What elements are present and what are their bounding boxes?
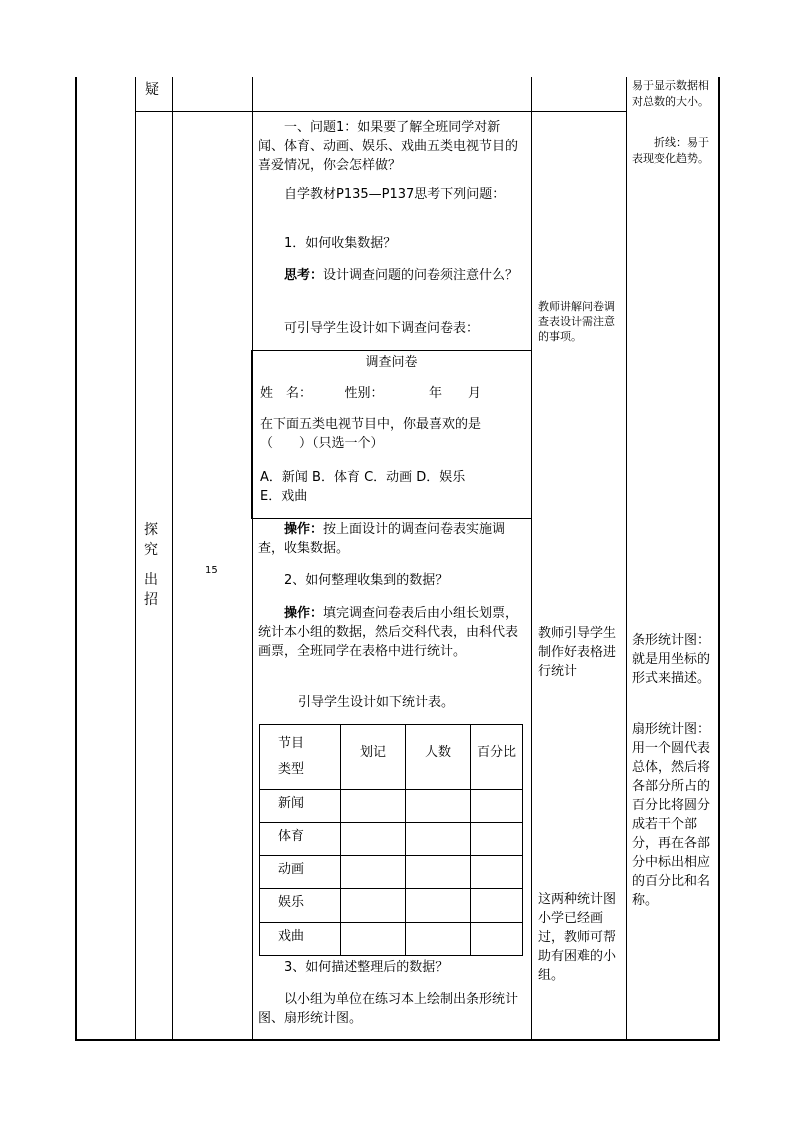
table-row xyxy=(260,822,523,855)
stage-char: 究 xyxy=(144,542,158,558)
table-cell xyxy=(341,856,406,889)
corner-bottom-label: 类型 xyxy=(278,762,305,777)
final-instruction: 以小组为单位在练习本上绘制出条形统计图、扇形统计图。 xyxy=(258,992,519,1026)
table-row xyxy=(260,856,523,889)
table-left-border xyxy=(75,77,77,1040)
sub-question-1: 1．如何收集数据？ xyxy=(284,236,397,251)
table-cell xyxy=(471,822,523,855)
questionnaire-options-1: A．新闻 B．体育 C．动画 D．娱乐 xyxy=(260,470,466,485)
guide-table: 引导学生设计如下统计表。 xyxy=(298,695,455,710)
remark-top-2: 折线：易于表现变化趋势。 xyxy=(632,136,709,165)
operation-text: 填完调查问卷表后由小组长划票，统计本小组的数据，然后交科代表，由科代表画票，全班同学在表格中进行统计。 xyxy=(258,606,519,659)
table-cell xyxy=(471,789,523,822)
think-text: 设计调查问题的问卷须注意什么？ xyxy=(323,268,519,283)
table-cell xyxy=(406,856,471,889)
operation-label: 操作： xyxy=(284,606,324,621)
operation-1 xyxy=(258,520,526,558)
row-label: 动画 xyxy=(260,856,341,889)
teacher-note-3: 这两种统计图小学已经画过，教师可帮助有困难的小组。 xyxy=(538,892,617,983)
remark-pie-chart: 扇形统计图：用一个圆代表总体，然后将各部分所占的百分比将圆分成若干个部分，再在各部分中标出相应的百分比和名称。 xyxy=(632,722,711,908)
column-divider-1 xyxy=(135,77,136,1040)
think-label: 思考： xyxy=(284,268,324,283)
sub-question-3: 3、如何描述整理后的数据？ xyxy=(284,960,449,975)
table-cell xyxy=(406,822,471,855)
column-divider-2 xyxy=(172,77,173,1040)
stage-char: 探 xyxy=(144,522,158,538)
stage-main-label xyxy=(144,520,164,610)
table-cell xyxy=(341,822,406,855)
teacher-note-1: 教师讲解问卷调查表设计需注意的事项。 xyxy=(538,300,615,343)
column-divider-4 xyxy=(531,77,532,1040)
self-study-instruction: 自学教材P135—P137思考下列问题： xyxy=(284,187,506,202)
stage-char: 招 xyxy=(144,592,158,608)
statistics-table xyxy=(259,724,523,956)
table-header: 人数 xyxy=(406,725,471,790)
table-row xyxy=(260,789,523,822)
table-header: 百分比 xyxy=(471,725,523,790)
table-cell xyxy=(406,922,471,955)
time-minutes: 15 xyxy=(205,565,218,576)
row-label: 戏曲 xyxy=(260,922,341,955)
operation-text: 按上面设计的调查问卷表实施调查，收集数据。 xyxy=(258,522,506,556)
column-divider-5 xyxy=(626,77,627,1040)
table-row xyxy=(260,922,523,955)
row-label: 体育 xyxy=(260,822,341,855)
table-cell xyxy=(471,889,523,922)
column-divider-3 xyxy=(252,77,253,1040)
table-row xyxy=(260,889,523,922)
sub-question-2: 2、如何整理收集到的数据？ xyxy=(284,573,449,588)
questionnaire-options-2: E．戏曲 xyxy=(260,489,308,504)
table-cell xyxy=(406,789,471,822)
row-divider xyxy=(135,111,626,112)
questionnaire-question: 在下面五类电视节目中，你最喜欢的是（ ）（只选一个） xyxy=(260,417,482,451)
row-label: 新闻 xyxy=(260,789,341,822)
remark-bar-chart: 条形统计图：就是用坐标的形式来描述。 xyxy=(632,633,711,686)
table-cell xyxy=(406,889,471,922)
table-cell xyxy=(471,856,523,889)
operation-label: 操作： xyxy=(284,522,324,537)
stage-char: 出 xyxy=(144,572,158,588)
think-paragraph xyxy=(258,266,526,285)
row-label: 娱乐 xyxy=(260,889,341,922)
remark-top-1: 易于显示数据相对总数的大小。 xyxy=(632,79,709,108)
stage-top-label: 疑 xyxy=(145,82,159,98)
table-cell xyxy=(341,889,406,922)
table-right-border xyxy=(718,77,720,1040)
corner-top-label: 节目 xyxy=(278,736,305,751)
table-corner-cell xyxy=(260,725,341,790)
teacher-note-2: 教师引导学生制作好表格进行统计 xyxy=(538,626,617,679)
questionnaire-title: 调查问卷 xyxy=(365,355,418,370)
guide-questionnaire: 可引导学生设计如下调查问卷表： xyxy=(284,321,480,336)
table-header: 划记 xyxy=(341,725,406,790)
table-cell xyxy=(471,922,523,955)
table-cell xyxy=(341,922,406,955)
questionnaire-box xyxy=(251,350,532,519)
questionnaire-fields: 姓 名： 性别： 年 月 xyxy=(260,386,482,401)
question-1: 一、问题1：如果要了解全班同学对新闻、体育、动画、娱乐、戏曲五类电视节目的喜爱情况，你会怎样做？ xyxy=(258,120,519,173)
table-cell xyxy=(341,789,406,822)
operation-2 xyxy=(258,604,526,661)
